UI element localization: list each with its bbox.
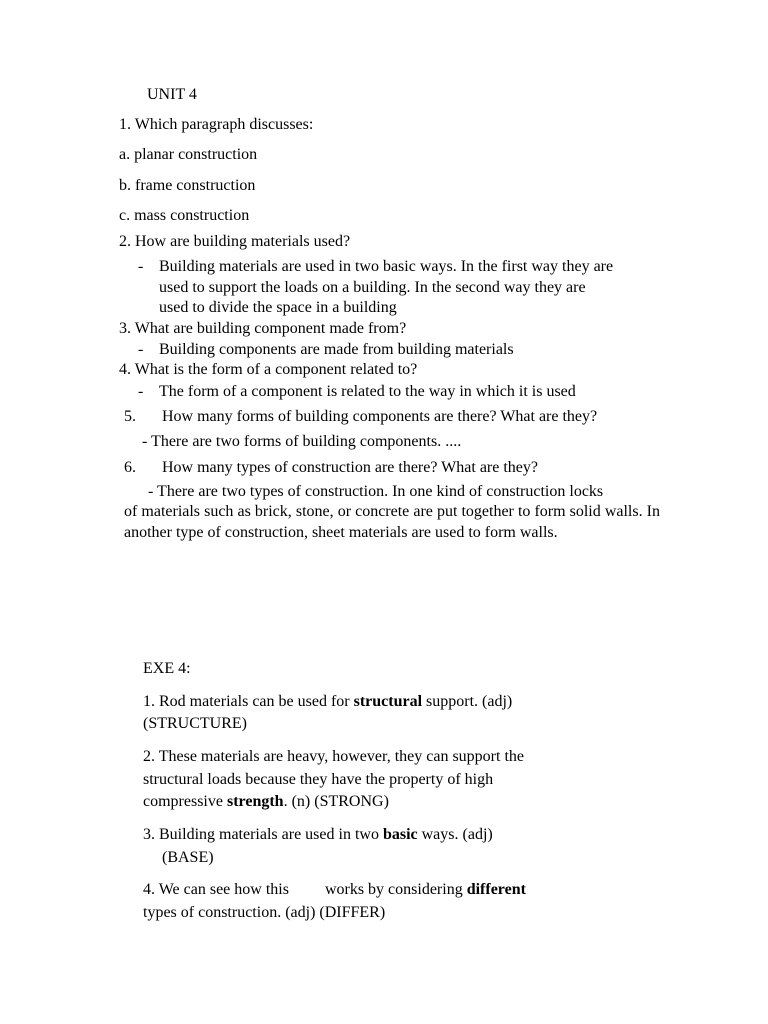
exercise-item-2-line xyxy=(143,792,389,812)
exercise-item-1-base: (STRUCTURE) xyxy=(143,715,247,732)
item-text: compressive xyxy=(143,793,227,810)
exercise-item-1 xyxy=(143,692,512,712)
item-text: 3. Building materials are used in two xyxy=(143,826,383,843)
answer-4: The form of a component is related to the way in which it is used xyxy=(159,383,576,400)
answer-3: Building components are made from building materials xyxy=(159,341,514,358)
exercise-item-2-line: structural loads because they have the property of high xyxy=(143,771,494,788)
answer-4-dash: - xyxy=(138,383,144,400)
answer-6-paragraph: of materials such as brick, stone, or concrete are put together to form solid walls. In another type of construction, sheet materials are used to form walls. xyxy=(124,503,660,541)
question-1: 1. Which paragraph discusses: xyxy=(119,116,314,133)
answer-word: strength xyxy=(226,793,284,810)
answer-2-line: Building materials are used in two basic ways. In the first way they are xyxy=(159,258,614,275)
question-4: 4. What is the form of a component related to? xyxy=(119,361,418,378)
exercise-title: EXE 4: xyxy=(143,660,191,677)
answer-3-dash: - xyxy=(138,341,144,358)
answer-word: basic xyxy=(382,826,418,843)
option-b: b. frame construction xyxy=(119,177,256,194)
answer-word: structural xyxy=(353,693,423,710)
option-c: c. mass construction xyxy=(119,207,250,224)
unit-title: UNIT 4 xyxy=(147,86,197,103)
item-text: ways. (adj) xyxy=(417,826,493,843)
question-2: 2. How are building materials used? xyxy=(119,233,351,250)
answer-word: different xyxy=(466,881,526,898)
answer-2-line: used to support the loads on a building. In the second way they are xyxy=(159,279,586,296)
exercise-item-3 xyxy=(143,825,493,845)
exercise-item-2: 2. These materials are heavy, however, they can support the xyxy=(143,748,524,765)
question-6-number: 6. xyxy=(124,459,136,476)
option-a: a. planar construction xyxy=(119,146,258,163)
answer-2-dash: - xyxy=(138,258,144,275)
exercise-item-4-line: types of construction. (adj) (DIFFER) xyxy=(143,904,386,921)
item-text: . (n) (STRONG) xyxy=(283,793,389,810)
question-3: 3. What are building component made from? xyxy=(119,320,407,337)
exercise-item-3-base: (BASE) xyxy=(162,849,214,866)
answer-6-first-line: - There are two types of construction. In one kind of construction locks xyxy=(148,483,604,500)
item-text: 1. Rod materials can be used for xyxy=(143,693,354,710)
item-text: support. (adj) xyxy=(422,693,513,710)
question-5-number: 5. xyxy=(124,408,136,425)
answer-5: - There are two forms of building components. .... xyxy=(142,433,462,450)
question-5: How many forms of building components are there? What are they? xyxy=(162,408,598,425)
item-text: 4. We can see how this works by considering xyxy=(143,881,467,898)
exercise-item-4 xyxy=(143,880,526,900)
question-6: How many types of construction are there? What are they? xyxy=(162,459,538,476)
answer-2-line: used to divide the space in a building xyxy=(159,299,397,316)
